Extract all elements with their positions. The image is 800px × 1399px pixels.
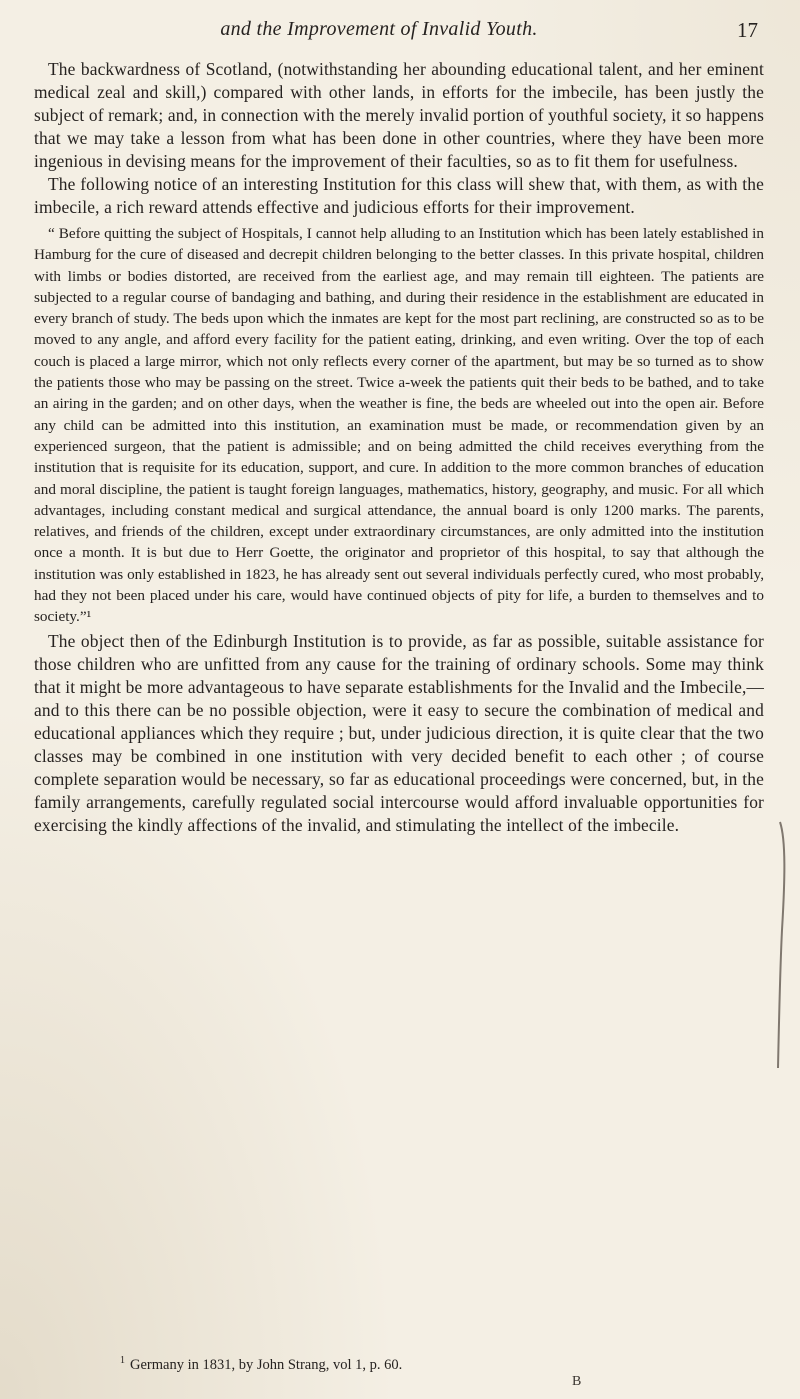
running-head	[0, 18, 758, 48]
page-number: 17	[737, 18, 758, 42]
paragraph-following-notice: The following notice of an interesting Institution for this class will shew that, with them, as with the imbecile, a rich reward attends effective and judicious efforts for their improvement.	[34, 174, 764, 217]
running-title: and the Improvement of Invalid Youth.	[220, 18, 538, 40]
paragraph-edinburgh-institution: The object then of the Edinburgh Institution is to provide, as far as possible, suitable assistance for those children who are unfitted from any cause for the training of ordinary schools. Some may think that it might be more advantageous to have separate establishments for the Invalid and the Imbecile,—and to this there can be no possible objection, were it easy to secure the combination of medical and educational appliances which they require ; but, under judicious direction, it is quite clear that the two classes may be combined in one institution with very decided benefit to each other ; of course complete separation would be necessary, so far as educational proceedings were concerned, but, in the family arrangements, carefully regulated social intercourse would afford invaluable opportunities for exercising the kindly affections of the invalid, and stimulating the intellect of the imbecile.	[34, 630, 764, 835]
body-text	[34, 58, 764, 837]
signature-mark: B	[572, 1374, 582, 1389]
footnote-text: Germany in 1831, by John Strang, vol 1, p. 60.	[130, 1356, 403, 1373]
footnote	[120, 1352, 402, 1374]
quoted-passage-hamburg: “ Before quitting the subject of Hospitals, I cannot help alluding to an Institution which has been lately established in Hamburg for the cure of diseased and decrepit children belonging to the better classes. In this private hospital, children with limbs or bodies distorted, are received from the earliest age, and may remain till eighteen. The patients are subjected to a regular course of bandaging and bathing, and during their residence in the establishment are educated in every branch of study. The beds upon which the inmates are kept for the most part reclining, are constructed so as to be moved to any angle, and afford every facility for the patient eating, drinking, and even writing. Over the top of each couch is placed a large mirror, which not only reflects every corner of the apartment, but may be so turned as to show the patients those who may be passing on the street. Twice a-week the patients quit their beds to be bathed, and to take an airing in the garden; and on other days, when the weather is fine, the beds are wheeled out into the open air. Before any child can be admitted into this institution, an examination must be made, or recommendation given by an experienced surgeon, that the patient is admissible; and on being admitted the child receives everything from the institution that is requisite for its education, support, and cure. In addition to the more common branches of education and moral discipline, the patient is taught foreign languages, mathematics, history, geography, and music. For all which advantages, including constant medical and surgical attendance, the annual board is only 1200 marks. The parents, relatives, and friends of the children, except under extraordinary circumstances, are only admitted into the institution once a month. It is but due to Herr Goette, the originator and proprietor of this hospital, to say that although the institution was only established in 1823, he has already sent out several individuals perfectly cured, who most probably, had they not been placed under his care, would have continued objects of pity for life, a burden to themselves and to society.”¹	[34, 225, 764, 626]
paragraph-backwardness: The backwardness of Scotland, (notwithstanding her abounding educational talent, and her eminent medical zeal and skill,) compared with other lands, in efforts for the imbecile, has been justly the subject of remark; and, in connection with the merely invalid portion of youthful society, it so happens that we may take a lesson from what has been done in other countries, where they have been more ingenious in devising means for the improvement of their faculties, so as to fit them for usefulness.	[34, 59, 764, 171]
footnote-marker: 1	[120, 1355, 125, 1366]
margin-pencil-mark	[776, 820, 790, 1070]
